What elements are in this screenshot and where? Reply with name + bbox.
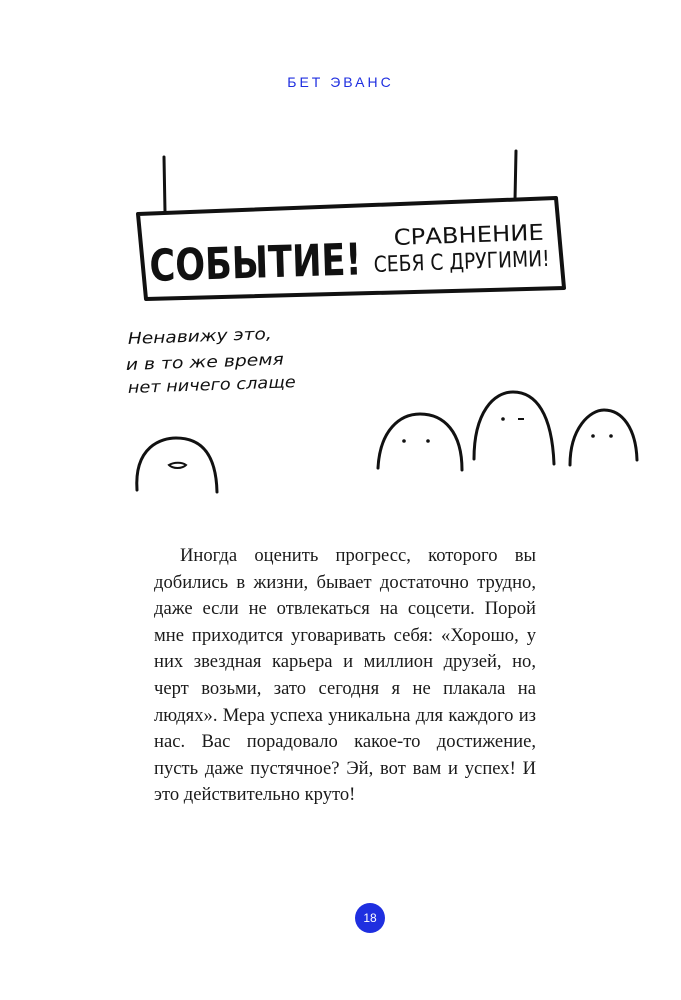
sign-line1: СРАВНЕНИЕ <box>393 221 531 251</box>
lone-blob-character <box>137 438 217 492</box>
caption-line2: и в то же время <box>125 350 261 374</box>
group-blob-middle <box>474 392 554 464</box>
body-paragraph: Иногда оценить прогресс, которого вы добились в жизни, бывает достаточно трудно, даже если не отвлекаться на соцсети. Порой мне приходится уговаривать себя: «Хорошо, у них звездная карьера и миллион друзей, но, черт возьми, зато сегодня я не плакала на людях». Мера успеха уникальна для каждого из нас. Вас порадовало какое-то достижение, пусть даже пустячное? Эй, вот вам и успех! И это действительно круто! <box>154 545 536 806</box>
sign-word: СОБЫТИЕ! <box>148 232 417 292</box>
caption-line3: нет ничего слаще <box>127 372 280 397</box>
sign-string-left <box>164 157 165 212</box>
sign-string-right <box>515 151 516 200</box>
sign-line2: СЕБЯ С ДРУГИМИ! <box>373 245 582 278</box>
page-number-badge: 18 <box>355 903 385 933</box>
running-header: БЕТ ЭВАНС <box>287 74 394 90</box>
group-blob-right <box>570 410 637 465</box>
group-blob-left <box>378 414 462 470</box>
body-text <box>154 543 536 809</box>
caption-line1: Ненавижу это, <box>127 324 252 348</box>
